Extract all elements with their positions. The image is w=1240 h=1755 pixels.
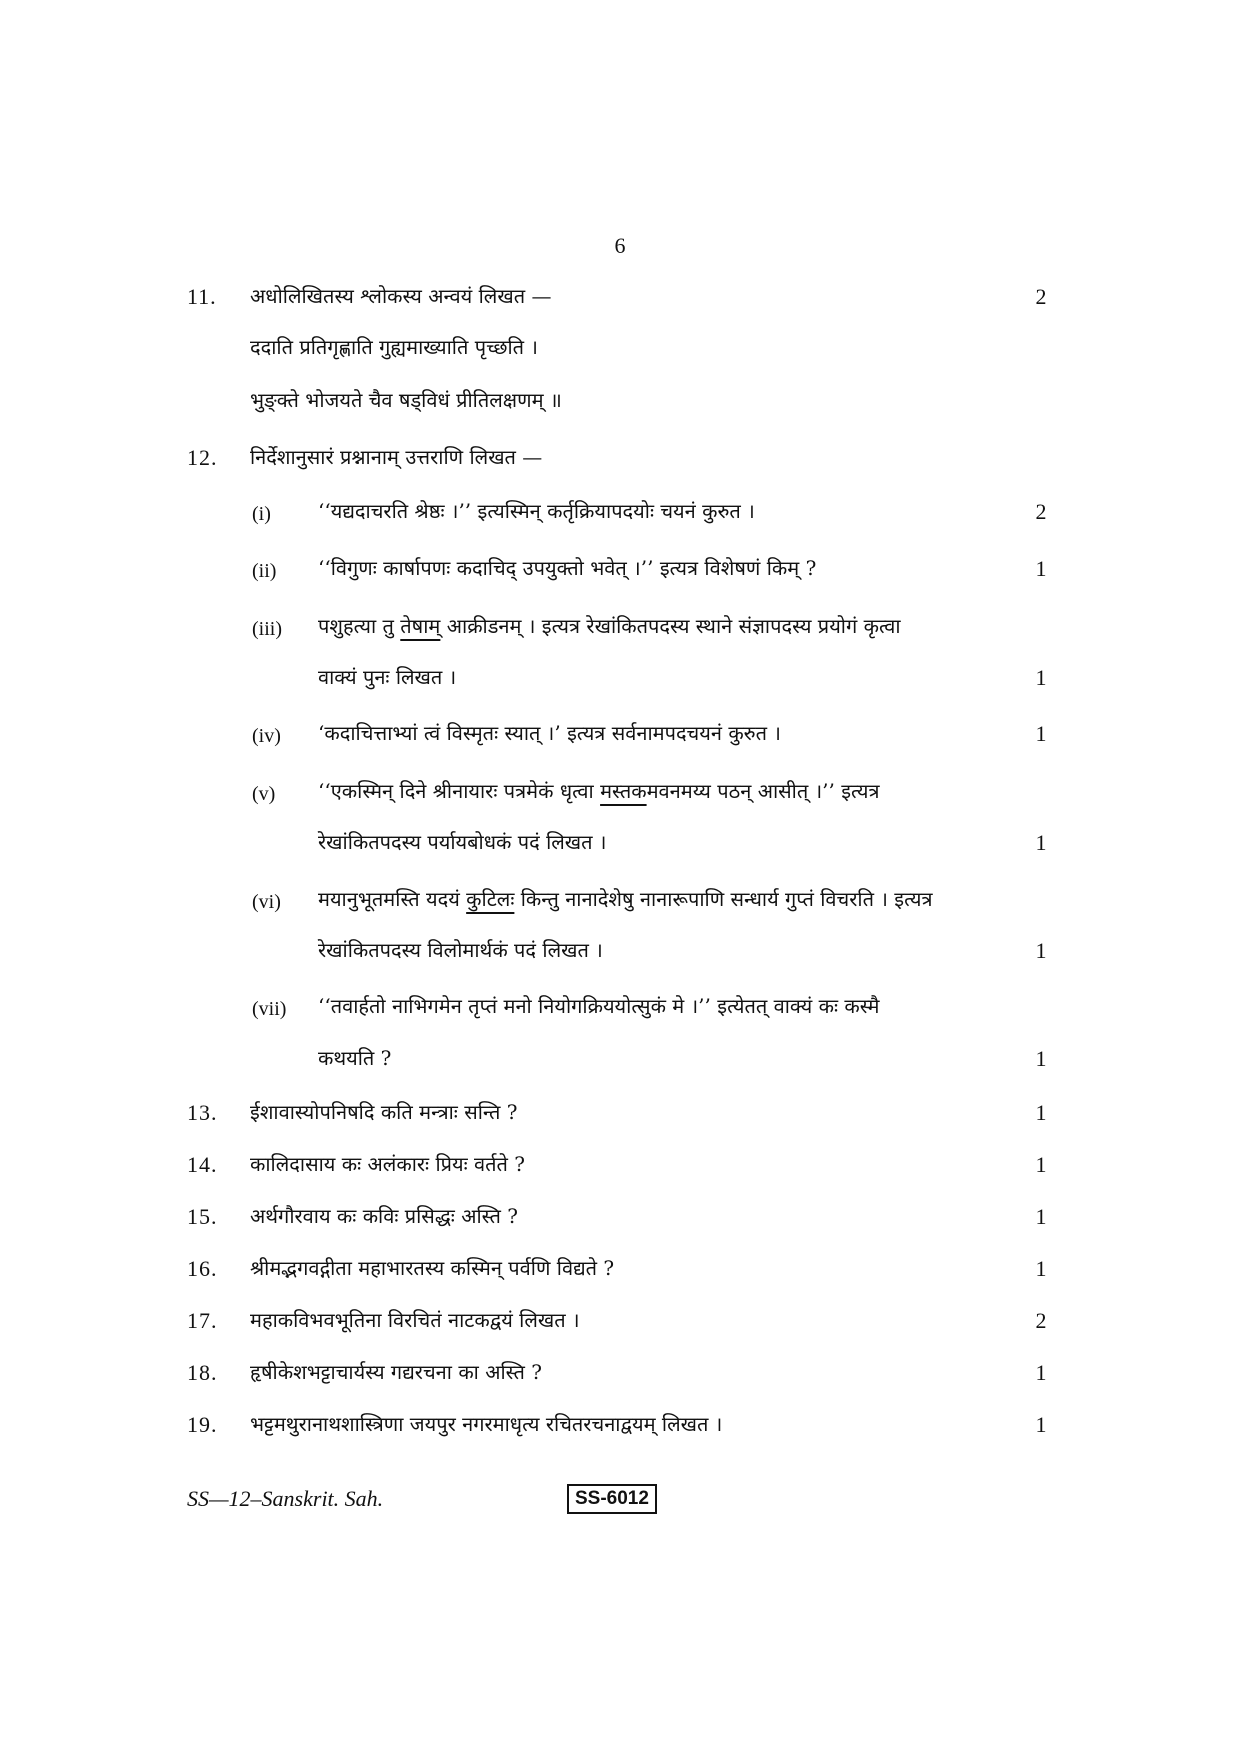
- question-number: 14.: [187, 1152, 218, 1177]
- verse-line-2: भुङ्क्ते भोजयते चैव षड्विधं प्रीतिलक्षणम् ॥: [250, 388, 562, 412]
- sub-question-marks: 1: [1035, 938, 1047, 963]
- subject-code: SS—12–Sanskrit. Sah.: [187, 1486, 384, 1511]
- question-number: 12.: [187, 445, 218, 470]
- sub-question-number: (iii): [252, 618, 282, 640]
- question-marks: 1: [1035, 1412, 1047, 1437]
- question-text: अधोलिखितस्य श्लोकस्य अन्वयं लिखत —: [250, 284, 552, 308]
- question-text: कालिदासाय कः अलंकारः प्रियः वर्तते ?: [250, 1152, 526, 1176]
- sub-question-vii: [0, 990, 1240, 1024]
- question-text: हृषीकेशभट्टाचार्यस्य गद्यरचना का अस्ति ?: [250, 1360, 542, 1384]
- question-13: [0, 1096, 1240, 1130]
- question-16: [0, 1252, 1240, 1286]
- question-text: श्रीमद्भगवद्गीता महाभारतस्य कस्मिन् पर्वणि विद्यते ?: [250, 1256, 615, 1280]
- sub-question-ii: [0, 552, 1240, 586]
- question-14: [0, 1148, 1240, 1182]
- question-text: महाकविभवभूतिना विरचितं नाटकद्वयं लिखत ।: [250, 1308, 580, 1332]
- sub-question-text: मयानुभूतमस्ति यदयं कुटिलः किन्तु नानादेशेषु नानारूपाणि सन्धार्य गुप्तं विचरति । इत्यत्र: [318, 887, 933, 911]
- sub-question-text: ‘‘तवार्हतो नाभिगमेन तृप्तं मनो नियोगक्रिययोत्सुकं मे ।’’ इत्येतत् वाक्यं कः कस्मै: [318, 994, 880, 1018]
- question-18: [0, 1356, 1240, 1390]
- paper-code-box: SS-6012: [567, 1484, 657, 1514]
- question-number: 16.: [187, 1256, 218, 1281]
- sub-question-number: (vi): [252, 891, 281, 913]
- sub-question-marks: 1: [1035, 556, 1047, 581]
- sub-question-vi: [0, 883, 1240, 917]
- question-number: 17.: [187, 1308, 218, 1333]
- sub-question-number: (v): [252, 783, 276, 805]
- sub-question-number: (ii): [252, 560, 277, 582]
- sub-question-v: [0, 775, 1240, 809]
- question-marks: 1: [1035, 1204, 1047, 1229]
- question-17: [0, 1304, 1240, 1338]
- underlined-word: कुटिलः: [466, 887, 515, 911]
- question-number: 15.: [187, 1204, 218, 1229]
- question-number: 11.: [187, 284, 217, 309]
- sub-question-marks: 1: [1035, 721, 1047, 746]
- sub-question-number: (vii): [252, 998, 287, 1020]
- sub-question-v-line-2: [0, 826, 1240, 860]
- sub-question-iii-line-2: [0, 661, 1240, 695]
- underlined-word: तेषाम्: [400, 614, 441, 638]
- sub-question-text-continued: कथयति ?: [318, 1046, 392, 1070]
- sub-question-marks: 2: [1035, 499, 1047, 524]
- question-19: [0, 1408, 1240, 1442]
- question-text: अर्थगौरवाय कः कविः प्रसिद्धः अस्ति ?: [250, 1204, 518, 1228]
- underlined-word: मस्तक: [600, 779, 647, 803]
- sub-question-text-continued: रेखांकितपदस्य विलोमार्थकं पदं लिखत ।: [318, 938, 603, 962]
- sub-question-marks: 1: [1035, 665, 1047, 690]
- sub-question-vii-line-2: [0, 1042, 1240, 1076]
- sub-question-text: ‘‘यद्यदाचरति श्रेष्ठः ।’’ इत्यस्मिन् कर्तृक्रियापदयोः चयनं कुरुत ।: [318, 499, 755, 523]
- page-number: 6: [614, 233, 626, 258]
- sub-question-text: पशुहत्या तु तेषाम् आक्रीडनम् । इत्यत्र रेखांकितपदस्य स्थाने संज्ञापदस्य प्रयोगं कृत्वा: [318, 614, 901, 638]
- sub-question-marks: 1: [1035, 1046, 1047, 1071]
- question-marks: 2: [1035, 1308, 1047, 1333]
- sub-question-number: (iv): [252, 725, 281, 747]
- sub-question-text: ‘कदाचित्ताभ्यां त्वं विस्मृतः स्यात् ।’ इत्यत्र सर्वनामपदचयनं कुरुत ।: [318, 721, 781, 745]
- sub-question-i: [0, 495, 1240, 529]
- sub-question-iv: [0, 717, 1240, 751]
- sub-question-text-continued: वाक्यं पुनः लिखत ।: [318, 665, 457, 689]
- sub-question-text: ‘‘विगुणः कार्षापणः कदाचिद् उपयुक्तो भवेत् ।’’ इत्यत्र विशेषणं किम् ?: [318, 556, 817, 580]
- verse-line-1: ददाति प्रतिगृह्णाति गुह्यमाख्याति पृच्छति ।: [250, 335, 538, 359]
- sub-question-text: ‘‘एकस्मिन् दिने श्रीनायारः पत्रमेकं धृत्वा मस्तकमवनमय्य पठन् आसीत् ।’’ इत्यत्र: [318, 779, 880, 803]
- question-12: [0, 441, 1240, 475]
- question-text: भट्टमथुरानाथशास्त्रिणा जयपुर नगरमाधृत्य रचितरचनाद्वयम् लिखत ।: [250, 1412, 723, 1436]
- sub-question-iii: [0, 610, 1240, 644]
- question-marks: 1: [1035, 1360, 1047, 1385]
- question-text: ईशावास्योपनिषदि कति मन्त्राः सन्ति ?: [250, 1100, 518, 1124]
- question-number: 19.: [187, 1412, 218, 1437]
- sub-question-number: (i): [252, 503, 271, 525]
- question-11: [0, 280, 1240, 314]
- question-marks: 1: [1035, 1152, 1047, 1177]
- sub-question-vi-line-2: [0, 934, 1240, 968]
- question-15: [0, 1200, 1240, 1234]
- sub-question-marks: 1: [1035, 830, 1047, 855]
- question-number: 13.: [187, 1100, 218, 1125]
- question-text: निर्देशानुसारं प्रश्नानाम् उत्तराणि लिखत —: [250, 445, 543, 469]
- question-number: 18.: [187, 1360, 218, 1385]
- question-marks: 2: [1035, 284, 1047, 309]
- sub-question-text-continued: रेखांकितपदस्य पर्यायबोधकं पदं लिखत ।: [318, 830, 607, 854]
- question-marks: 1: [1035, 1256, 1047, 1281]
- question-marks: 1: [1035, 1100, 1047, 1125]
